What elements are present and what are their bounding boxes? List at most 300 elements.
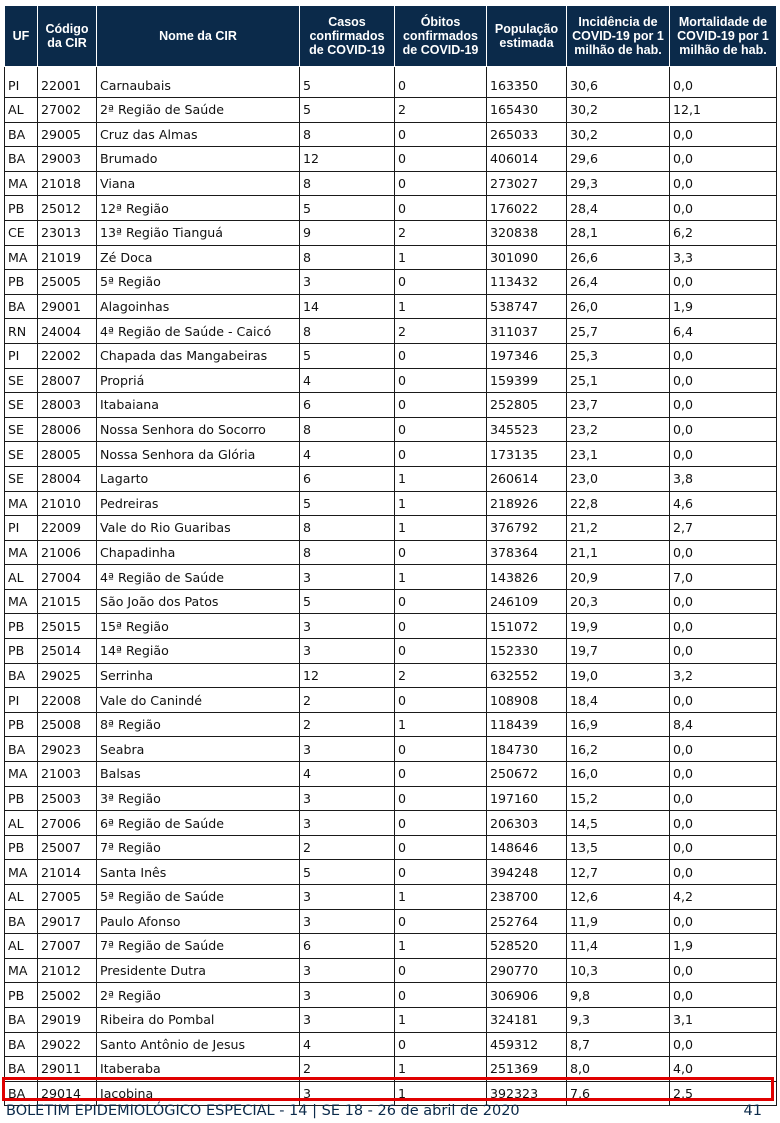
cell-casos: 8 [300,171,395,196]
cell-incidencia: 14,5 [567,811,670,836]
cell-codigo: 29011 [38,1057,97,1082]
cell-nome: Itabaiana [97,393,300,418]
cell-codigo: 21018 [38,171,97,196]
cell-codigo: 29017 [38,909,97,934]
cell-obitos: 0 [395,958,487,983]
cell-mortalidade: 0,0 [670,589,777,614]
cell-casos: 8 [300,319,395,344]
cell-uf: BA [5,1057,38,1082]
cell-nome: 2ª Região de Saúde [97,98,300,123]
cell-nome: Alagoinhas [97,294,300,319]
cell-codigo: 29023 [38,737,97,762]
cell-populacao: 118439 [487,712,567,737]
cell-incidencia: 30,2 [567,98,670,123]
table-row [5,417,777,442]
cell-uf: PI [5,343,38,368]
cell-mortalidade: 4,0 [670,1057,777,1082]
cell-populacao: 378364 [487,540,567,565]
cell-uf: PB [5,270,38,295]
cell-nome: Propriá [97,368,300,393]
cell-incidencia: 8,7 [567,1032,670,1057]
cell-uf: SE [5,442,38,467]
cell-uf: PB [5,712,38,737]
cell-populacao: 159399 [487,368,567,393]
cell-uf: MA [5,589,38,614]
table-row [5,294,777,319]
cell-nome: Serrinha [97,663,300,688]
cell-mortalidade: 0,0 [670,737,777,762]
cell-uf: MA [5,245,38,270]
cell-codigo: 28007 [38,368,97,393]
cell-obitos: 1 [395,466,487,491]
cell-mortalidade: 0,0 [670,958,777,983]
cell-uf: MA [5,762,38,787]
cell-nome: Santo Antônio de Jesus [97,1032,300,1057]
cell-codigo: 25015 [38,614,97,639]
cell-nome: Lagarto [97,466,300,491]
cell-obitos: 0 [395,343,487,368]
cell-incidencia: 9,3 [567,1007,670,1032]
cell-incidencia: 26,4 [567,270,670,295]
cell-uf: AL [5,885,38,910]
cell-populacao: 165430 [487,98,567,123]
cell-mortalidade: 3,1 [670,1007,777,1032]
cell-casos: 8 [300,417,395,442]
cell-nome: 6ª Região de Saúde [97,811,300,836]
cell-populacao: 301090 [487,245,567,270]
cell-codigo: 29001 [38,294,97,319]
cell-nome: Santa Inês [97,860,300,885]
cell-obitos: 2 [395,319,487,344]
cell-mortalidade: 0,0 [670,983,777,1008]
cell-populacao: 265033 [487,122,567,147]
cell-uf: SE [5,393,38,418]
cell-mortalidade: 0,0 [670,688,777,713]
cell-populacao: 538747 [487,294,567,319]
table-row [5,958,777,983]
table-row [5,393,777,418]
cell-uf: BA [5,122,38,147]
cell-mortalidade: 1,9 [670,294,777,319]
cell-casos: 3 [300,958,395,983]
cell-uf: PI [5,67,38,98]
cell-populacao: 143826 [487,565,567,590]
cell-incidencia: 11,4 [567,934,670,959]
cell-codigo: 25012 [38,196,97,221]
cell-casos: 12 [300,663,395,688]
cell-casos: 3 [300,565,395,590]
cell-mortalidade: 0,0 [670,1032,777,1057]
cell-nome: Jacobina [97,1081,300,1106]
cell-populacao: 151072 [487,614,567,639]
cell-populacao: 273027 [487,171,567,196]
cell-codigo: 21015 [38,589,97,614]
cell-incidencia: 13,5 [567,835,670,860]
cell-uf: BA [5,294,38,319]
cell-mortalidade: 0,0 [670,196,777,221]
cell-incidencia: 19,7 [567,639,670,664]
cell-incidencia: 28,1 [567,220,670,245]
table-row [5,220,777,245]
cell-casos: 5 [300,67,395,98]
cell-nome: Balsas [97,762,300,787]
cell-obitos: 0 [395,639,487,664]
header-uf: UF [5,6,38,67]
cell-incidencia: 18,4 [567,688,670,713]
cell-incidencia: 29,6 [567,147,670,172]
table-row [5,786,777,811]
cell-casos: 2 [300,835,395,860]
cell-codigo: 29005 [38,122,97,147]
cell-uf: MA [5,958,38,983]
cell-codigo: 21019 [38,245,97,270]
cell-casos: 3 [300,1081,395,1106]
cell-casos: 6 [300,466,395,491]
cell-obitos: 0 [395,270,487,295]
cell-incidencia: 25,1 [567,368,670,393]
bulletin-title: BOLETIM EPIDEMIOLÓGICO ESPECIAL - 14 | SE 18 - 26 de abril de 2020 [6,1103,520,1119]
table-body [5,67,777,1106]
cell-populacao: 148646 [487,835,567,860]
table-row [5,712,777,737]
cell-populacao: 290770 [487,958,567,983]
cell-obitos: 1 [395,1081,487,1106]
table-row [5,1057,777,1082]
cell-uf: AL [5,934,38,959]
cell-mortalidade: 0,0 [670,762,777,787]
cell-codigo: 29019 [38,1007,97,1032]
cell-codigo: 27002 [38,98,97,123]
cell-uf: CE [5,220,38,245]
cell-obitos: 0 [395,909,487,934]
cell-incidencia: 28,4 [567,196,670,221]
cell-codigo: 22002 [38,343,97,368]
cell-obitos: 1 [395,565,487,590]
cell-populacao: 632552 [487,663,567,688]
cell-codigo: 29003 [38,147,97,172]
cell-casos: 3 [300,614,395,639]
cell-uf: MA [5,860,38,885]
cell-casos: 9 [300,220,395,245]
cell-obitos: 1 [395,294,487,319]
cell-populacao: 152330 [487,639,567,664]
cell-nome: Presidente Dutra [97,958,300,983]
cell-populacao: 252764 [487,909,567,934]
cell-nome: Carnaubais [97,67,300,98]
cell-obitos: 0 [395,614,487,639]
cell-mortalidade: 0,0 [670,909,777,934]
cell-casos: 4 [300,442,395,467]
cir-table [4,5,777,1106]
cell-codigo: 25014 [38,639,97,664]
table-row [5,663,777,688]
cell-obitos: 0 [395,811,487,836]
cell-obitos: 0 [395,442,487,467]
cell-casos: 8 [300,516,395,541]
cell-obitos: 1 [395,712,487,737]
cell-nome: Chapadinha [97,540,300,565]
cell-nome: Nossa Senhora da Glória [97,442,300,467]
cell-obitos: 0 [395,688,487,713]
table-row [5,589,777,614]
cell-nome: Paulo Afonso [97,909,300,934]
cell-populacao: 173135 [487,442,567,467]
cell-populacao: 306906 [487,983,567,1008]
cell-incidencia: 23,7 [567,393,670,418]
cell-mortalidade: 0,0 [670,786,777,811]
cell-obitos: 0 [395,393,487,418]
table-row [5,245,777,270]
cell-uf: PB [5,835,38,860]
cell-mortalidade: 0,0 [670,860,777,885]
cell-nome: Itaberaba [97,1057,300,1082]
header-mortalidade: Mortalidade de COVID-19 por 1 milhão de hab. [670,6,777,67]
cell-nome: Viana [97,171,300,196]
cell-mortalidade: 7,0 [670,565,777,590]
table-row [5,67,777,98]
cell-obitos: 2 [395,220,487,245]
cell-nome: Zé Doca [97,245,300,270]
cell-uf: MA [5,540,38,565]
cell-obitos: 0 [395,540,487,565]
table-row [5,270,777,295]
cell-populacao: 251369 [487,1057,567,1082]
cell-mortalidade: 3,8 [670,466,777,491]
cell-codigo: 28005 [38,442,97,467]
cell-populacao: 163350 [487,67,567,98]
table-row [5,934,777,959]
cell-incidencia: 7,6 [567,1081,670,1106]
cell-casos: 5 [300,860,395,885]
cell-codigo: 27005 [38,885,97,910]
cell-populacao: 392323 [487,1081,567,1106]
cell-incidencia: 26,6 [567,245,670,270]
cell-uf: SE [5,417,38,442]
cell-codigo: 28006 [38,417,97,442]
cell-mortalidade: 3,3 [670,245,777,270]
cell-populacao: 324181 [487,1007,567,1032]
cell-codigo: 24004 [38,319,97,344]
table-row [5,122,777,147]
cell-uf: MA [5,491,38,516]
cell-mortalidade: 4,6 [670,491,777,516]
cell-mortalidade: 6,4 [670,319,777,344]
cell-codigo: 22001 [38,67,97,98]
cell-nome: Chapada das Mangabeiras [97,343,300,368]
cell-obitos: 0 [395,368,487,393]
cell-nome: 5ª Região [97,270,300,295]
cell-codigo: 29014 [38,1081,97,1106]
cell-incidencia: 12,7 [567,860,670,885]
table-row [5,885,777,910]
cell-casos: 3 [300,811,395,836]
cell-incidencia: 29,3 [567,171,670,196]
header-incidencia: Incidência de COVID-19 por 1 milhão de hab. [567,6,670,67]
cell-populacao: 176022 [487,196,567,221]
cell-incidencia: 20,9 [567,565,670,590]
cell-casos: 5 [300,343,395,368]
cell-obitos: 0 [395,860,487,885]
cell-obitos: 0 [395,762,487,787]
cell-obitos: 0 [395,983,487,1008]
table-row [5,614,777,639]
cell-obitos: 0 [395,122,487,147]
cell-incidencia: 9,8 [567,983,670,1008]
table-row [5,983,777,1008]
cell-obitos: 0 [395,417,487,442]
cell-nome: Pedreiras [97,491,300,516]
cell-uf: BA [5,909,38,934]
table-row [5,196,777,221]
cell-incidencia: 23,0 [567,466,670,491]
cell-incidencia: 12,6 [567,885,670,910]
cell-nome: 15ª Região [97,614,300,639]
cell-nome: 2ª Região [97,983,300,1008]
cell-codigo: 25002 [38,983,97,1008]
cell-casos: 3 [300,1007,395,1032]
cell-mortalidade: 0,0 [670,442,777,467]
table-row [5,343,777,368]
cell-casos: 2 [300,688,395,713]
cell-codigo: 21012 [38,958,97,983]
cell-nome: São João dos Patos [97,589,300,614]
cell-uf: BA [5,737,38,762]
cell-obitos: 0 [395,835,487,860]
cell-obitos: 2 [395,663,487,688]
cell-codigo: 25007 [38,835,97,860]
cell-nome: 5ª Região de Saúde [97,885,300,910]
cell-populacao: 206303 [487,811,567,836]
cell-codigo: 27007 [38,934,97,959]
cell-incidencia: 19,9 [567,614,670,639]
cell-casos: 5 [300,98,395,123]
cell-uf: PB [5,614,38,639]
cell-codigo: 29025 [38,663,97,688]
cell-casos: 6 [300,934,395,959]
cell-incidencia: 8,0 [567,1057,670,1082]
cell-uf: BA [5,1032,38,1057]
cell-casos: 3 [300,983,395,1008]
cell-mortalidade: 0,0 [670,270,777,295]
cell-incidencia: 21,1 [567,540,670,565]
table-row [5,319,777,344]
cell-codigo: 25005 [38,270,97,295]
header-obitos: Óbitos confirmados de COVID-19 [395,6,487,67]
cell-obitos: 1 [395,885,487,910]
cell-nome: 3ª Região [97,786,300,811]
cell-uf: AL [5,98,38,123]
cell-casos: 14 [300,294,395,319]
cell-populacao: 376792 [487,516,567,541]
cell-mortalidade: 0,0 [670,417,777,442]
cell-mortalidade: 12,1 [670,98,777,123]
table-row [5,639,777,664]
cell-uf: PI [5,688,38,713]
cell-incidencia: 21,2 [567,516,670,541]
table-row [5,565,777,590]
table-row [5,1032,777,1057]
cell-obitos: 1 [395,491,487,516]
cell-populacao: 197160 [487,786,567,811]
cell-codigo: 29022 [38,1032,97,1057]
cell-uf: BA [5,147,38,172]
cell-uf: MA [5,171,38,196]
cell-nome: 7ª Região [97,835,300,860]
cell-casos: 8 [300,540,395,565]
cell-populacao: 197346 [487,343,567,368]
cell-populacao: 528520 [487,934,567,959]
cell-casos: 5 [300,491,395,516]
cell-uf: PB [5,983,38,1008]
table-row [5,466,777,491]
cell-mortalidade: 0,0 [670,147,777,172]
cell-obitos: 1 [395,934,487,959]
cell-uf: SE [5,368,38,393]
cell-uf: AL [5,811,38,836]
cell-obitos: 1 [395,1057,487,1082]
cell-obitos: 0 [395,1032,487,1057]
table-row [5,688,777,713]
cell-nome: 14ª Região [97,639,300,664]
cell-mortalidade: 0,0 [670,171,777,196]
cell-uf: PB [5,196,38,221]
cell-uf: SE [5,466,38,491]
cell-casos: 5 [300,589,395,614]
cell-incidencia: 25,7 [567,319,670,344]
cell-codigo: 21014 [38,860,97,885]
cell-mortalidade: 2,7 [670,516,777,541]
cell-incidencia: 22,8 [567,491,670,516]
cell-casos: 3 [300,786,395,811]
cell-populacao: 406014 [487,147,567,172]
cell-nome: Seabra [97,737,300,762]
cell-uf: PB [5,786,38,811]
table-header-row [5,6,777,67]
table-row [5,98,777,123]
cell-uf: BA [5,663,38,688]
cell-incidencia: 25,3 [567,343,670,368]
cell-codigo: 22009 [38,516,97,541]
cell-populacao: 260614 [487,466,567,491]
cell-populacao: 252805 [487,393,567,418]
cell-nome: 4ª Região de Saúde - Caicó [97,319,300,344]
cell-casos: 4 [300,368,395,393]
cell-incidencia: 16,2 [567,737,670,762]
cell-mortalidade: 0,0 [670,122,777,147]
cell-populacao: 311037 [487,319,567,344]
cell-mortalidade: 6,2 [670,220,777,245]
cell-obitos: 0 [395,589,487,614]
cell-casos: 4 [300,762,395,787]
table-row [5,368,777,393]
cell-incidencia: 16,9 [567,712,670,737]
cell-nome: 12ª Região [97,196,300,221]
cell-incidencia: 30,6 [567,67,670,98]
cell-casos: 3 [300,270,395,295]
cell-incidencia: 30,2 [567,122,670,147]
cell-incidencia: 19,0 [567,663,670,688]
cell-obitos: 1 [395,1007,487,1032]
cell-nome: Ribeira do Pombal [97,1007,300,1032]
cell-obitos: 1 [395,245,487,270]
cell-codigo: 28003 [38,393,97,418]
cell-incidencia: 23,2 [567,417,670,442]
cell-populacao: 238700 [487,885,567,910]
cell-mortalidade: 0,0 [670,343,777,368]
cell-populacao: 246109 [487,589,567,614]
cell-nome: 8ª Região [97,712,300,737]
header-populacao: População estimada [487,6,567,67]
